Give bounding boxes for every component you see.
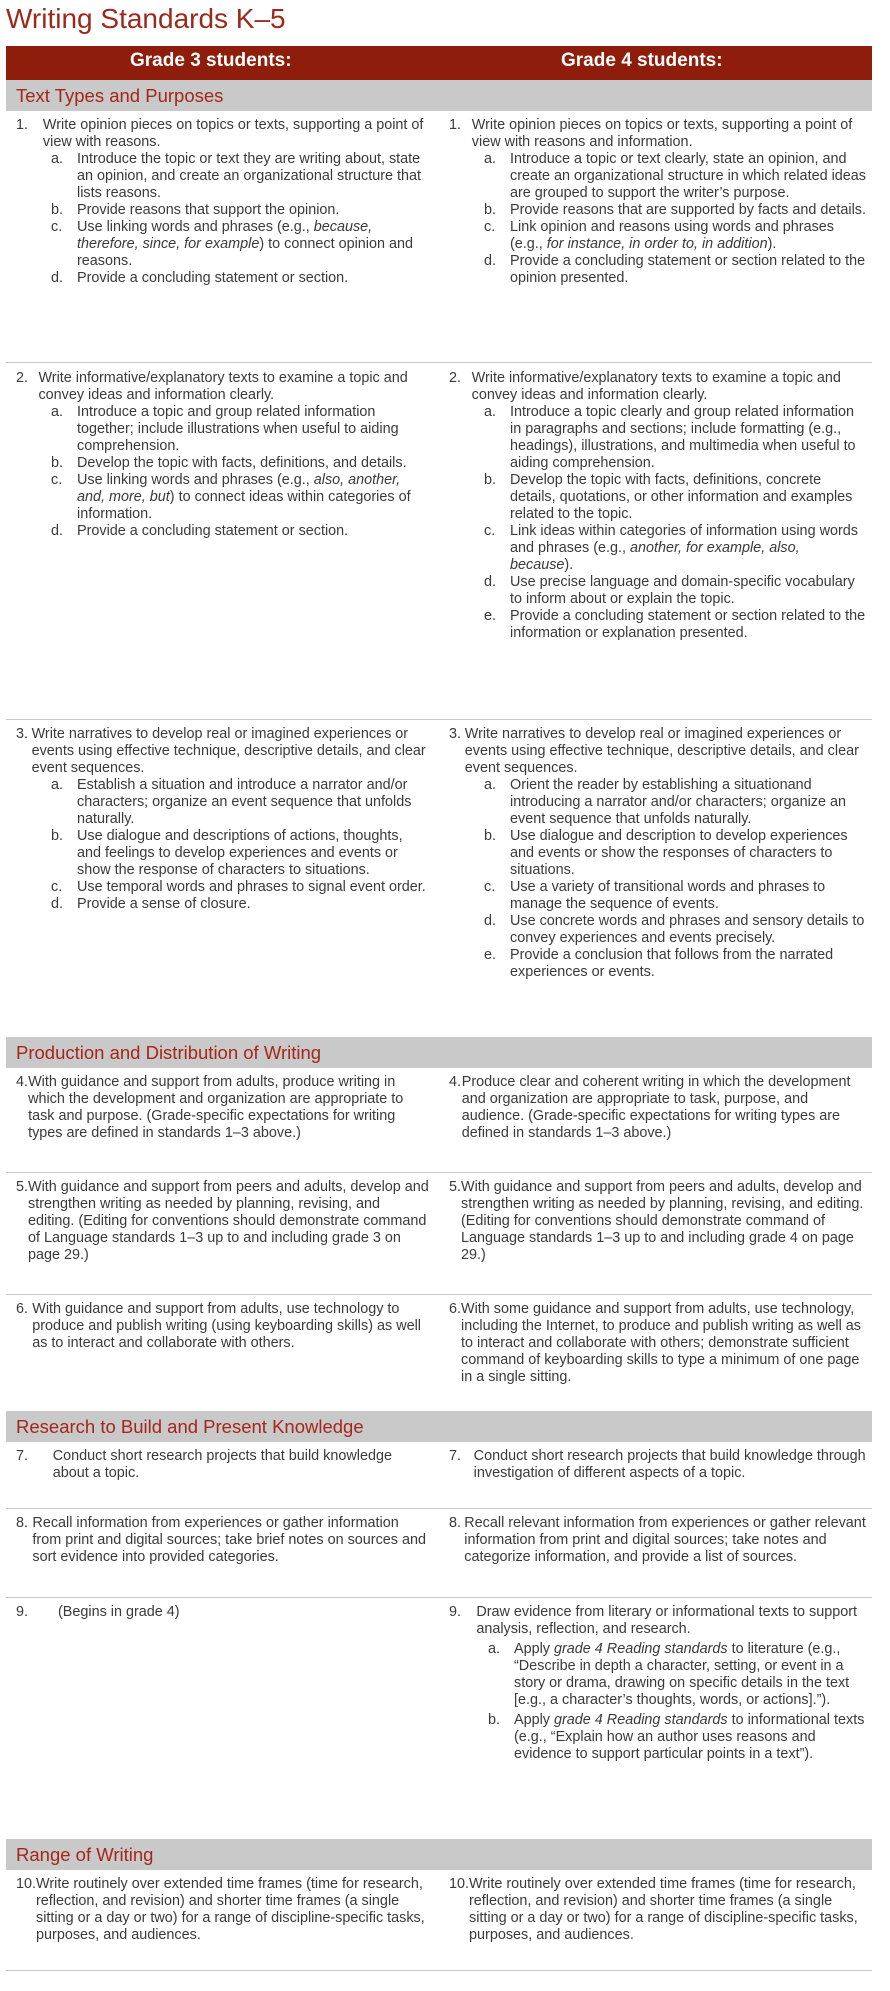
standard-row-6 bbox=[6, 1295, 872, 1411]
standard-text: Conduct short research projects that build knowledge through investigation of different aspects of a topic. bbox=[473, 1448, 866, 1481]
sub-letter: b. bbox=[484, 828, 497, 844]
standard-row-2 bbox=[6, 363, 872, 720]
sub-text: Provide a concluding statement or section related to the information or explanation presented. bbox=[510, 608, 866, 641]
sub-text-part: ) to connect ideas within categories of information. bbox=[77, 489, 411, 522]
standard-row-1 bbox=[6, 111, 872, 363]
sub-letter: c. bbox=[484, 523, 496, 539]
standard-number: 3. bbox=[449, 726, 462, 742]
standard-number: 5. bbox=[449, 1179, 462, 1195]
standard-text: Write narratives to develop real or imagined experiences or events using effective technique, descriptive details, and clear event sequences. bbox=[31, 726, 426, 776]
standard-text: (Begins in grade 4) bbox=[58, 1604, 180, 1620]
sub-text-part: Apply bbox=[514, 1712, 554, 1728]
sub-letter: a. bbox=[51, 404, 64, 420]
sub-text bbox=[514, 1641, 866, 1709]
standard-row-7 bbox=[6, 1442, 872, 1509]
standard-number: 6. bbox=[16, 1301, 29, 1317]
sub-text-part: ). bbox=[767, 236, 777, 252]
sub-letter: a. bbox=[51, 151, 64, 167]
sub-letter: c. bbox=[51, 879, 63, 895]
sub-text: Provide a concluding statement or section. bbox=[77, 270, 349, 286]
sub-text: Develop the topic with facts, definitions, and details. bbox=[77, 455, 407, 471]
standard-number: 10. bbox=[16, 1876, 37, 1892]
sub-letter: a. bbox=[51, 777, 64, 793]
grade3-standard-3 bbox=[6, 726, 439, 1037]
standard-text: Write informative/explanatory texts to examine a topic and convey ideas and information clearly. bbox=[471, 370, 841, 403]
grade4-standard-1 bbox=[439, 117, 872, 362]
sub-text-emphasis: grade 4 Reading standards bbox=[554, 1712, 728, 1728]
standard-row-4 bbox=[6, 1068, 872, 1173]
sub-text-part: ). bbox=[564, 557, 574, 573]
section-research bbox=[6, 1411, 872, 1839]
standard-row-3 bbox=[6, 720, 872, 1037]
standard-text: Recall relevant information from experiences or gather relevant information from print and digital sources; take notes and categorize information, and provide a list of sources. bbox=[464, 1515, 866, 1565]
grade4-standard-8 bbox=[439, 1515, 872, 1597]
grade4-standard-7 bbox=[439, 1448, 872, 1508]
grade-header-bar bbox=[6, 46, 872, 80]
sub-letter: b. bbox=[51, 202, 64, 218]
sub-letter: c. bbox=[51, 472, 63, 488]
sub-letter: e. bbox=[484, 947, 497, 963]
grade4-standard-9 bbox=[439, 1604, 872, 1839]
standard-row-5 bbox=[6, 1173, 872, 1295]
sub-letter: c. bbox=[484, 879, 496, 895]
standard-number: 7. bbox=[449, 1448, 462, 1464]
sub-letter: d. bbox=[484, 574, 497, 590]
standard-text: Write routinely over extended time frames (time for research, reflection, and revision) and shorter time frames (a single sitting or a day or two) for a range of discipline-specific tasks, purposes, and audiences. bbox=[469, 1876, 858, 1943]
standard-number: 7. bbox=[16, 1448, 29, 1464]
sub-letter: d. bbox=[51, 896, 64, 912]
sub-text: Introduce a topic and group related information together; include illustrations when useful to aiding comprehension. bbox=[77, 404, 399, 454]
sub-text: Orient the reader by establishing a situationand introducing a narrator and/or characters; organize an event sequence that unfolds naturally. bbox=[510, 777, 846, 827]
sub-letter: b. bbox=[51, 455, 64, 471]
standard-text: Draw evidence from literary or informational texts to support analysis, reflection, and research. bbox=[476, 1604, 858, 1637]
sub-text-emphasis: also, another, and, more, but bbox=[77, 472, 401, 505]
standard-number: 2. bbox=[449, 370, 462, 386]
standard-text: Write informative/explanatory texts to examine a topic and convey ideas and information clearly. bbox=[38, 370, 408, 403]
grade4-heading: Grade 4 students: bbox=[561, 50, 723, 71]
sub-letter: b. bbox=[484, 472, 497, 488]
grade3-standard-6 bbox=[6, 1301, 439, 1411]
standard-text: Write narratives to develop real or imagined experiences or events using effective technique, descriptive details, and clear event sequences. bbox=[464, 726, 859, 776]
grade3-standard-10 bbox=[6, 1876, 439, 1970]
sub-text bbox=[510, 219, 866, 253]
grade4-standard-5 bbox=[439, 1179, 872, 1294]
standard-row-10 bbox=[6, 1870, 872, 1971]
grade3-standard-8 bbox=[6, 1515, 439, 1597]
sub-text: Introduce the topic or text they are writing about, state an opinion, and create an organizational structure that lists reasons. bbox=[77, 151, 422, 201]
standard-text: Conduct short research projects that build knowledge about a topic. bbox=[52, 1448, 392, 1481]
sub-text: Use dialogue and descriptions of actions, thoughts, and feelings to develop experiences and events or show the response of characters to situations. bbox=[77, 828, 403, 878]
sub-text-part: Link ideas within categories of information using words and phrases (e.g., bbox=[510, 523, 858, 556]
section-header: Range of Writing bbox=[6, 1839, 872, 1870]
sub-text bbox=[514, 1712, 866, 1763]
standard-number: 8. bbox=[449, 1515, 462, 1531]
sub-text: Provide a conclusion that follows from the narrated experiences or events. bbox=[510, 947, 834, 980]
grade3-standard-4 bbox=[6, 1074, 439, 1172]
sub-letter: d. bbox=[484, 913, 497, 929]
grade3-heading: Grade 3 students: bbox=[130, 50, 292, 71]
sub-letter: a. bbox=[484, 404, 497, 420]
standard-number: 8. bbox=[16, 1515, 29, 1531]
section-header: Research to Build and Present Knowledge bbox=[6, 1411, 872, 1442]
sub-text: Use concrete words and phrases and sensory details to convey experiences and events precisely. bbox=[510, 913, 865, 946]
standard-text: With guidance and support from peers and adults, develop and strengthen writing as needed by planning, revising, and editing. (Editing for conventions should demonstrate command of Language standards 1–3 up to and including grade 3 on page 29.) bbox=[28, 1179, 429, 1263]
sub-text: Provide a concluding statement or section related to the opinion presented. bbox=[510, 253, 866, 286]
sub-text-part: ) to connect opinion and reasons. bbox=[77, 236, 413, 269]
sub-text: Use dialogue and description to develop experiences and events or show the responses of characters to situations. bbox=[510, 828, 848, 878]
grade3-standard-9 bbox=[6, 1604, 439, 1839]
standard-text: Write opinion pieces on topics or texts, supporting a point of view with reasons. bbox=[42, 117, 424, 150]
sub-letter: a. bbox=[484, 151, 497, 167]
sub-text: Introduce a topic clearly and group related information in paragraphs and sections; include formatting (e.g., headings), illustrations, and multimedia when useful to aiding comprehension. bbox=[510, 404, 856, 471]
standard-number: 4. bbox=[16, 1074, 29, 1090]
sub-text: Provide reasons that are supported by facts and details. bbox=[510, 202, 866, 218]
sub-text bbox=[510, 523, 866, 574]
section-header: Text Types and Purposes bbox=[6, 80, 872, 111]
sub-text-part: to literature (e.g., “Describe in depth a character, setting, or event in a story or drama, drawing on specific details in the text [e.g., a character’s thoughts, words, or actions].”). bbox=[514, 1641, 850, 1708]
sub-text bbox=[77, 472, 429, 523]
sub-text-part: Apply bbox=[514, 1641, 554, 1657]
standard-text: Recall information from experiences or gather information from print and digital sources; take brief notes on sources and sort evidence into provided categories. bbox=[32, 1515, 426, 1565]
sub-text-emphasis: because, therefore, since, for example bbox=[77, 219, 373, 252]
grade4-standard-4 bbox=[439, 1074, 872, 1172]
page-title: Writing Standards K–5 bbox=[6, 3, 286, 34]
sub-text bbox=[77, 219, 429, 270]
sub-text: Use a variety of transitional words and phrases to manage the sequence of events. bbox=[510, 879, 826, 912]
sub-letter: d. bbox=[51, 523, 64, 539]
sub-letter: c. bbox=[51, 219, 63, 235]
sub-text-part: Use linking words and phrases (e.g., bbox=[77, 472, 314, 488]
standard-text: With guidance and support from peers and adults, develop and strengthen writing as needed by planning, revising, and editing. (Editing for conventions should demonstrate command of Language standards 1–3 up to and including grade 4 on page 29.) bbox=[461, 1179, 864, 1263]
standard-number: 2. bbox=[16, 370, 29, 386]
sub-text: Develop the topic with facts, definitions, concrete details, quotations, or other information and examples related to the topic. bbox=[510, 472, 853, 522]
grade4-standard-10 bbox=[439, 1876, 872, 1970]
sub-text: Use precise language and domain-specific vocabulary to inform about or explain the topic. bbox=[510, 574, 855, 607]
sub-text-part: Use linking words and phrases (e.g., bbox=[77, 219, 314, 235]
grade3-standard-7 bbox=[6, 1448, 439, 1508]
sub-letter: e. bbox=[484, 608, 497, 624]
standard-number: 5. bbox=[16, 1179, 29, 1195]
standard-number: 1. bbox=[16, 117, 29, 133]
sub-letter: a. bbox=[484, 777, 497, 793]
sub-text-emphasis: another, for example, also, because bbox=[510, 540, 800, 573]
sub-letter: d. bbox=[51, 270, 64, 286]
standard-text: With guidance and support from adults, use technology to produce and publish writing (using keyboarding skills) as well as to interact and collaborate with others. bbox=[32, 1301, 421, 1351]
grade3-standard-1 bbox=[6, 117, 439, 362]
section-header: Production and Distribution of Writing bbox=[6, 1037, 872, 1068]
sub-letter: c. bbox=[484, 219, 496, 235]
standard-text: Write opinion pieces on topics or texts, supporting a point of view with reasons and information. bbox=[471, 117, 853, 150]
sub-letter: d. bbox=[484, 253, 497, 269]
sub-text-emphasis: grade 4 Reading standards bbox=[554, 1641, 728, 1657]
sub-text: Introduce a topic or text clearly, state an opinion, and create an organizational structure in which related ideas are grouped to support the writer’s purpose. bbox=[510, 151, 866, 201]
sub-text: Use temporal words and phrases to signal event order. bbox=[77, 879, 426, 895]
standard-number: 10. bbox=[449, 1876, 470, 1892]
grade4-standard-3 bbox=[439, 726, 872, 1037]
grade4-standard-2 bbox=[439, 370, 872, 719]
standard-number: 6. bbox=[449, 1301, 462, 1317]
section-production-distribution bbox=[6, 1037, 872, 1411]
standard-text: With some guidance and support from adults, use technology, including the Internet, to produce and publish writing as well as to interact and collaborate with others; demonstrate sufficient command of keyboarding skills to type a minimum of one page in a single sitting. bbox=[461, 1301, 861, 1385]
standard-number: 9. bbox=[16, 1604, 29, 1620]
sub-text-part: Link opinion and reasons using words and phrases (e.g., bbox=[510, 219, 835, 252]
standard-text: Write routinely over extended time frames (time for research, reflection, and revision) and shorter time frames (a single sitting or a day or two) for a range of discipline-specific tasks, purposes, and audiences. bbox=[36, 1876, 425, 1943]
standard-number: 3. bbox=[16, 726, 29, 742]
grade4-standard-6 bbox=[439, 1301, 872, 1411]
section-text-types bbox=[6, 80, 872, 1037]
standard-text: With guidance and support from adults, produce writing in which the development and organization are appropriate to task and purpose. (Grade-specific expectations for writing types are defined in standards 1–3 above.) bbox=[28, 1074, 404, 1141]
sub-text: Provide reasons that support the opinion. bbox=[77, 202, 340, 218]
sub-text-emphasis: for instance, in order to, in addition bbox=[546, 236, 768, 252]
standard-row-9 bbox=[6, 1598, 872, 1839]
grade3-standard-5 bbox=[6, 1179, 439, 1294]
section-range-of-writing bbox=[6, 1839, 872, 1971]
sub-letter: a. bbox=[488, 1641, 501, 1657]
standard-number: 4. bbox=[449, 1074, 462, 1090]
sub-text: Establish a situation and introduce a narrator and/or characters; organize an event sequence that unfolds naturally. bbox=[77, 777, 412, 827]
standard-number: 1. bbox=[449, 117, 462, 133]
standard-text: Produce clear and coherent writing in which the development and organization are appropriate to task, purpose, and audience. (Grade-specific expectations for writing types are defined in standards 1–3 above.) bbox=[461, 1074, 851, 1141]
sub-text: Provide a concluding statement or section. bbox=[77, 523, 349, 539]
standard-row-8 bbox=[6, 1509, 872, 1598]
sub-text-part: to informational texts (e.g., “Explain how an author uses reasons and evidence to support particular points in a text”). bbox=[514, 1712, 865, 1762]
sub-letter: b. bbox=[51, 828, 64, 844]
sub-letter: b. bbox=[488, 1712, 501, 1728]
grade3-standard-2 bbox=[6, 370, 439, 719]
standard-number: 9. bbox=[449, 1604, 462, 1620]
sub-text: Provide a sense of closure. bbox=[77, 896, 251, 912]
sub-letter: b. bbox=[484, 202, 497, 218]
